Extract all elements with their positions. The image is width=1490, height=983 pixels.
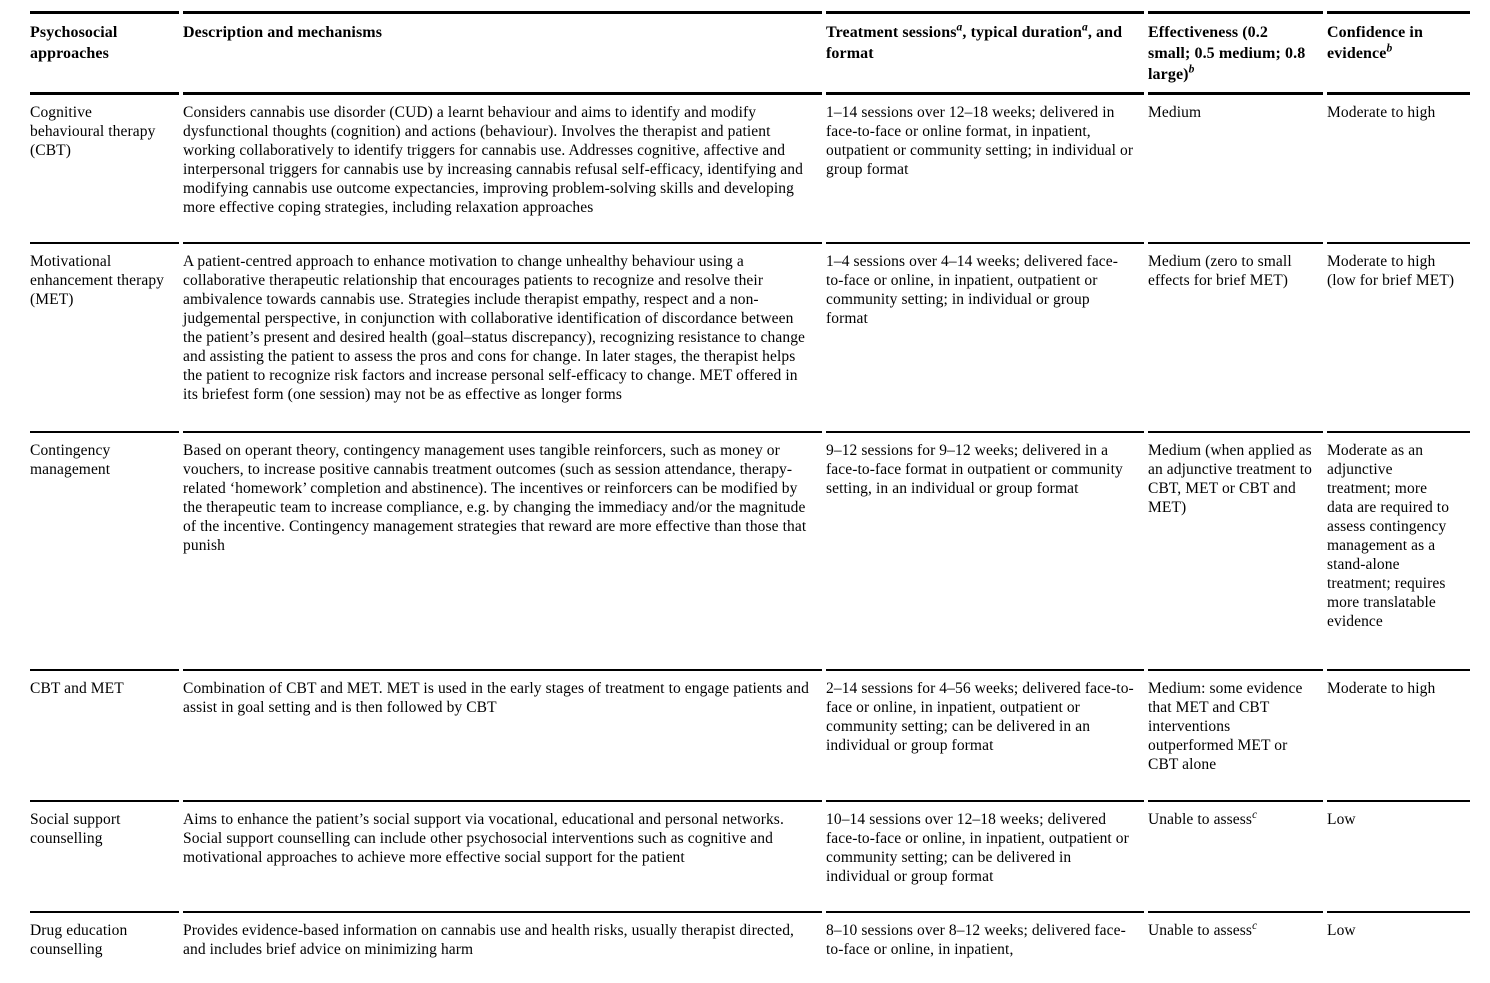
cell-sessions: 1–14 sessions over 12–18 weeks; delivered in face-to-face or online format, in inpatient, outpatient or community setting; in individual or group format [826, 92, 1144, 242]
table-row-cbt [30, 92, 1470, 242]
table-row-met [30, 242, 1470, 431]
cell-confidence: Moderate to high (low for brief MET) [1327, 242, 1470, 431]
cell-approach: CBT and MET [30, 669, 179, 800]
cell-effectiveness: Medium [1148, 92, 1323, 242]
table-row-cbt-and-met [30, 669, 1470, 800]
cell-approach: Drug education counselling [30, 911, 179, 983]
psychosocial-approaches-table [26, 11, 1474, 983]
cell-sessions: 8–10 sessions over 8–12 weeks; delivered face-to-face or online, in inpatient, [826, 911, 1144, 983]
cell-confidence: Low [1327, 911, 1470, 983]
cell-sessions: 2–14 sessions for 4–56 weeks; delivered face-to-face or online, in inpatient, outpatient or community setting; can be delivered in an individual or group format [826, 669, 1144, 800]
cell-confidence: Moderate to high [1327, 92, 1470, 242]
table-row-drug-education-counselling [30, 911, 1470, 983]
header-treatment-sessions: Treatment sessions$^a$, typical duration$^a$, and format [826, 11, 1144, 92]
cell-sessions: 1–4 sessions over 4–14 weeks; delivered face-to-face or online, in inpatient, outpatient or community setting; in individual or group format [826, 242, 1144, 431]
cell-sessions: 9–12 sessions for 9–12 weeks; delivered in a face-to-face format in outpatient or community setting, in an individual or group format [826, 431, 1144, 669]
cell-confidence: Low [1327, 800, 1470, 911]
cell-effectiveness: Medium: some evidence that MET and CBT interventions outperformed MET or CBT alone [1148, 669, 1323, 800]
cell-approach: Cognitive behavioural therapy (CBT) [30, 92, 179, 242]
cell-effectiveness: Medium (when applied as an adjunctive treatment to CBT, MET or CBT and MET) [1148, 431, 1323, 669]
cell-approach: Contingency management [30, 431, 179, 669]
cell-effectiveness: Unable to assess$^c$ [1148, 800, 1323, 911]
cell-effectiveness: Unable to assess$^c$ [1148, 911, 1323, 983]
cell-description: Aims to enhance the patient’s social support via vocational, educational and personal networks. Social support counselling can include other psychosocial interventions such as cognitive and motivational approaches to achieve more effective social support for the patient [183, 800, 822, 911]
cell-sessions: 10–14 sessions over 12–18 weeks; delivered face-to-face or online, in inpatient, outpatient or community setting; can be delivered in individual or group format [826, 800, 1144, 911]
cell-approach: Motivational enhancement therapy (MET) [30, 242, 179, 431]
header-psychosocial-approaches: Psychosocial approaches [30, 11, 179, 92]
cell-description: Based on operant theory, contingency management uses tangible reinforcers, such as money or vouchers, to increase positive cannabis treatment outcomes (such as session attendance, therapy-related ‘homework’ completion and abstinence). The incentives or reinforcers can be modified by the therapeutic team to increase compliance, e.g. by changing the immediacy and/or the magnitude of the incentive. Contingency management strategies that reward are more effective than those that punish [183, 431, 822, 669]
cell-description: A patient-centred approach to enhance motivation to change unhealthy behaviour using a collaborative therapeutic relationship that encourages patients to recognize and resolve their ambivalence towards cannabis use. Strategies include therapist empathy, respect and a non-judgemental perspective, in conjunction with collaborative identification of discordance between the patient’s present and desired health (goal–status discrepancy), recognizing resistance to change and assisting the patient to assess the pros and cons for change. In later stages, the therapist helps the patient to recognize risk factors and increase personal self-efficacy to change. MET offered in its briefest form (one session) may not be as effective as longer forms [183, 242, 822, 431]
header-confidence-in-evidence: Confidence in evidence$^b$ [1327, 11, 1470, 92]
cell-description: Combination of CBT and MET. MET is used in the early stages of treatment to engage patients and assist in goal setting and is then followed by CBT [183, 669, 822, 800]
header-effectiveness: Effectiveness (0.2 small; 0.5 medium; 0.8 large)$^b$ [1148, 11, 1323, 92]
cell-confidence: Moderate to high [1327, 669, 1470, 800]
header-description-mechanisms: Description and mechanisms [183, 11, 822, 92]
cell-effectiveness: Medium (zero to small effects for brief MET) [1148, 242, 1323, 431]
table-header-row [30, 11, 1470, 92]
cell-description: Considers cannabis use disorder (CUD) a learnt behaviour and aims to identify and modify dysfunctional thoughts (cognition) and actions (behaviour). Involves the therapist and patient working collaboratively to identify triggers for cannabis use. Addresses cognitive, affective and interpersonal triggers for cannabis use by increasing cannabis refusal self-efficacy, identifying and modifying cannabis use outcome expectancies, improving problem-solving skills and developing more effective coping strategies, including relaxation approaches [183, 92, 822, 242]
cell-description: Provides evidence-based information on cannabis use and health risks, usually therapist directed, and includes brief advice on minimizing harm [183, 911, 822, 983]
table-row-contingency-management [30, 431, 1470, 669]
table-row-social-support-counselling [30, 800, 1470, 911]
cell-confidence: Moderate as an adjunctive treatment; more data are required to assess contingency management as a stand-alone treatment; requires more translatable evidence [1327, 431, 1470, 669]
cell-approach: Social support counselling [30, 800, 179, 911]
